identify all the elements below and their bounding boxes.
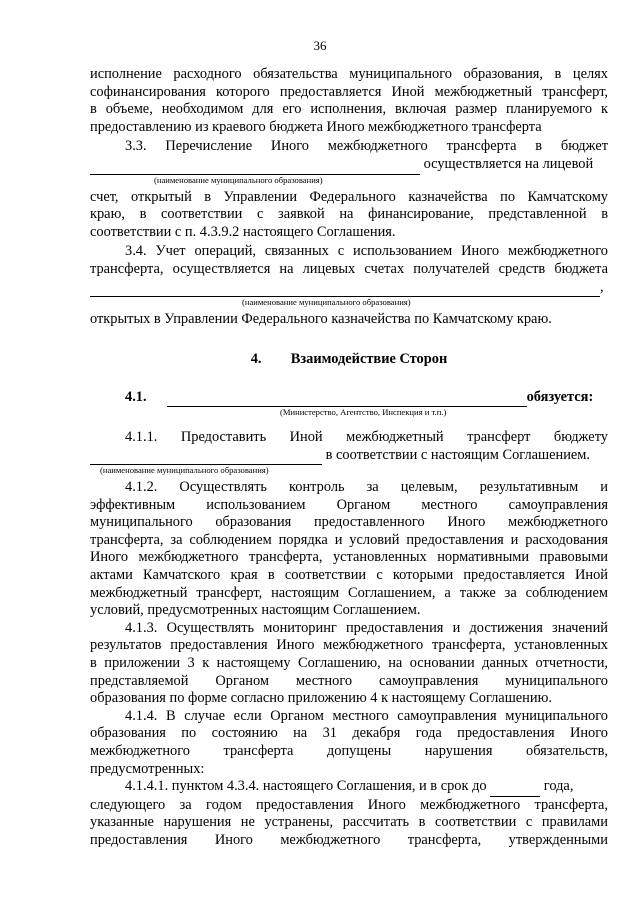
text-line: Иного межбюджетного трансферта, установленных нормативными правовыми [90,549,608,566]
text-line: указанные нарушения не устранены, рассчитать в соответствии с правилами [90,814,608,831]
text-line: условий, предусмотренных настоящим Соглашением. [90,602,421,619]
blank-line [90,156,420,175]
text-line: краю, в соответствии с заявкой на финансирование, представленной в [90,206,608,223]
clause-number: 4.1. [125,389,147,406]
blank-line [167,388,527,407]
section-heading [90,351,608,369]
field-caption: (Министерство, Агентство, Инспекция и т.п.) [280,406,447,417]
text-line: предоставлению из краевого бюджета Иного межбюджетного трансферта [90,118,542,135]
clause-4-1-1 [90,429,608,475]
text-line: исполнение расходного обязательства муниципального образования, в целях [90,66,608,82]
text-line: представляемой Органом местного самоуправления муниципального [90,672,608,689]
text-line: софинансирования которого предоставляется Иной межбюджетный трансферт, [90,83,608,100]
clause-4-1-2 [90,479,608,620]
document-body [90,66,608,850]
field-caption: (наименование муниципального образования) [242,297,411,308]
paragraph-continuation [90,66,608,136]
page-number: 36 [313,38,327,53]
clause-4-1-4-1 [90,778,608,849]
section-title: Взаимодействие Сторон [290,350,448,367]
text-line: трансферта, осуществляется на лицевых счетах получателей средств бюджета [90,260,608,277]
section-number: 4. [250,350,262,367]
text-line: в приложении 3 к настоящему Соглашению, на основании данных отчетности, [90,655,608,672]
clause-tail: обязуется: [526,389,594,406]
clause-4-1-4 [90,708,608,778]
text-line: образования по состоянию на 31 декабря года предоставления Иного [90,725,608,742]
text-line: 4.1.1. Предоставить Иной межбюджетный трансферт бюджету [125,428,608,445]
text-line: открытых в Управлении Федерального казначейства по Камчатскому краю. [90,311,552,328]
text-line: муниципального образования предоставленного Иного межбюджетного [90,514,608,531]
text-line: образования по форме согласно приложению 4 к настоящему Соглашению. [90,690,552,707]
field-caption: (наименование муниципального образования) [154,174,323,185]
paragraph-3-4 [90,243,608,328]
blank-line [90,279,600,298]
text-line: соответствии с п. 4.3.9.2 настоящего Соглашения. [90,223,396,240]
text-line: предоставления Иного межбюджетного трансферта, утвержденными [90,831,608,848]
text-line: в объеме, необходимом для его исполнения, включая размер планируемого к [90,101,608,118]
text-line: 4.1.3. Осуществлять мониторинг предоставления и достижения значений [125,619,608,636]
field-caption: (наименование муниципального образования) [100,465,269,476]
text-line: 4.1.4. В случае если Органом местного самоуправления муниципального [125,707,608,724]
clause-4-1 [90,388,608,407]
text-line: предусмотренных: [90,760,205,777]
text-line: эффективным использованием Органом местного самоуправления [90,496,608,513]
text-line: следующего за годом предоставления Иного межбюджетного трансферта, [90,796,608,813]
text-line: актами Камчатского края в соответствии с которыми предоставляется Иной [90,567,608,584]
text-line: трансферта, за соблюдением порядка и условий предоставления и расходования [90,531,608,548]
text-line: 3.4. Учет операций, связанных с использованием Иного межбюджетного [125,243,608,260]
blank-line [490,778,540,797]
text-line: осуществляется на лицевой [90,156,608,175]
text-line: межбюджетного трансферта допущены нарушения обязательств, [90,743,608,759]
text-line: межбюджетный трансферт, настоящим Соглашением, а также за соблюдением [90,584,608,601]
text-line: 3.3. Перечисление Иного межбюджетного трансферта в бюджет [125,138,608,155]
blank-line [90,447,322,466]
text-line: в соответствии с настоящим Соглашением. [90,447,608,466]
text-line: , [90,279,608,298]
text-line: 4.1.2. Осуществлять контроль за целевым, результативным и [125,479,608,496]
text-line: счет, открытый в Управлении Федерального казначейства по Камчатскому [90,188,608,205]
text-line: результатов предоставления Иного межбюджетного трансферта, установленных [90,637,608,654]
text-line: 4.1.4.1. пунктом 4.3.4. настоящего Соглашения, и в срок до года, [90,778,608,797]
clause-4-1-3 [90,620,608,708]
paragraph-3-3 [90,138,608,241]
